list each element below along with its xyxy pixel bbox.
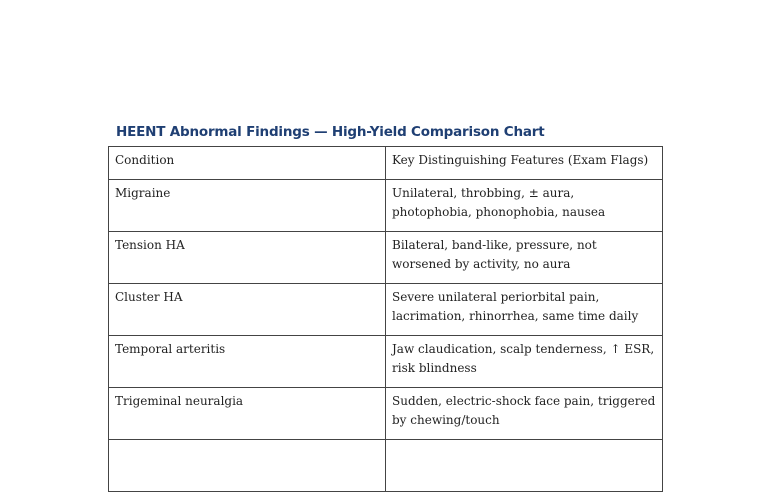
features-cell: Sudden, electric-shock face pain, triggered by chewing/touch (386, 388, 663, 440)
features-cell: Bilateral, band-like, pressure, not worsened by activity, no aura (386, 232, 663, 284)
table-row (109, 388, 663, 440)
comparison-table (108, 146, 663, 492)
header-condition: Condition (109, 147, 386, 180)
condition-cell: Tension HA (109, 232, 386, 284)
condition-cell: Temporal arteritis (109, 336, 386, 388)
features-cell: Unilateral, throbbing, ± aura, photophobia, phonophobia, nausea (386, 180, 663, 232)
condition-cell: Cluster HA (109, 284, 386, 336)
table-header-row (109, 147, 663, 180)
condition-cell: Migraine (109, 180, 386, 232)
features-cell (386, 440, 663, 492)
table-row (109, 232, 663, 284)
features-cell: Jaw claudication, scalp tenderness, ↑ ESR, risk blindness (386, 336, 663, 388)
document-title: HEENT Abnormal Findings — High-Yield Comparison Chart (116, 124, 545, 140)
table-row (109, 440, 663, 492)
table-row (109, 284, 663, 336)
condition-cell: Trigeminal neuralgia (109, 388, 386, 440)
header-features: Key Distinguishing Features (Exam Flags) (386, 147, 663, 180)
features-cell: Severe unilateral periorbital pain, lacrimation, rhinorrhea, same time daily (386, 284, 663, 336)
table-row (109, 336, 663, 388)
table-row (109, 180, 663, 232)
condition-cell (109, 440, 386, 492)
